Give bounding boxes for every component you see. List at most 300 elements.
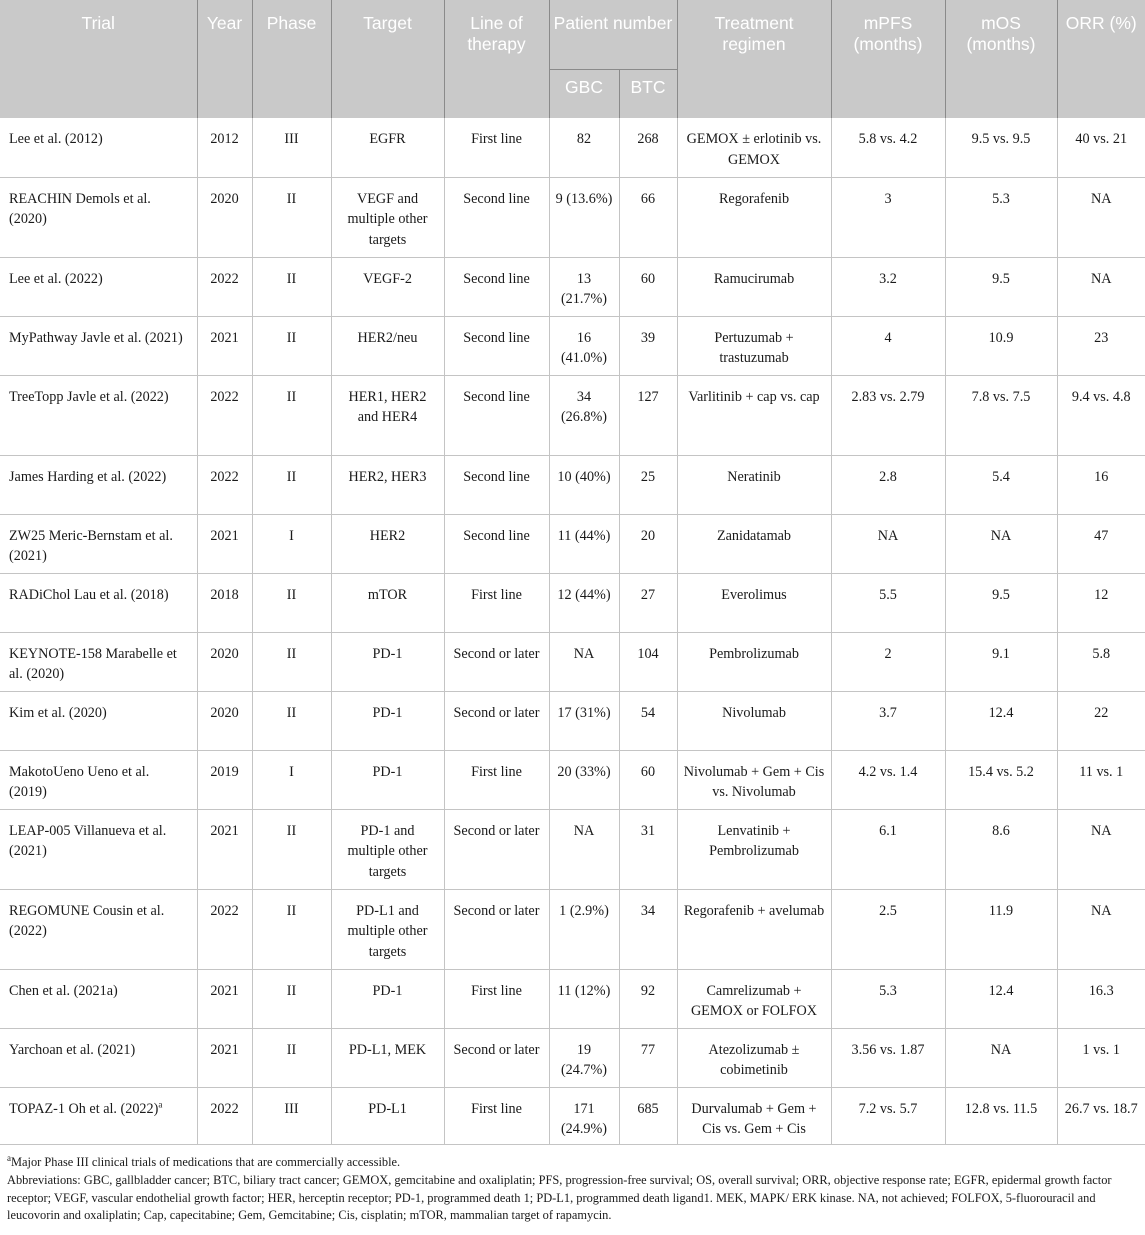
cell-mpfs-text: 7.2 vs. 5.7 <box>858 1100 918 1117</box>
cell-regimen-text: Atezolizumab ± cobimetinib <box>708 1041 800 1078</box>
cell-year-text: 2021 <box>210 822 239 839</box>
cell-regimen <box>677 969 831 1028</box>
cell-mpfs <box>831 632 945 691</box>
cell-mos-text: 9.5 <box>992 270 1010 287</box>
cell-gbc-text: 19 (24.7%) <box>560 1041 608 1078</box>
cell-phase-text: III <box>284 1100 299 1117</box>
cell-regimen <box>677 632 831 691</box>
cell-regimen-text: Nivolumab + Gem + Cis vs. Nivolumab <box>683 763 825 800</box>
cell-mos <box>945 375 1057 455</box>
cell-orr <box>1057 316 1145 375</box>
cell-trial <box>0 455 197 514</box>
cell-mos <box>945 257 1057 316</box>
cell-regimen-text: Varlitinib + cap vs. cap <box>688 388 820 405</box>
cell-gbc-text: 16 (41.0%) <box>560 329 608 366</box>
cell-btc-text: 127 <box>637 388 659 405</box>
abbreviations: Abbreviations: GBC, gallbladder cancer; BTC, biliary tract cancer; GEMOX, gemcitabine and oxaliplatin; PFS, progression-free survival; OS, overall survival; ORR, objective response rate; EGFR, epidermal growth factor receptor; VEGF, vascular endothelial growth factor; HER, herceptin receptor; PD-1, programmed death 1; PD-L1, programmed death ligand1. MEK, MAPK/ ERK kinase. NA, not achieved; FOLFOX, 5-fluorouracil and leucovorin and oxaliplatin; Cap, capecitabine; Gem, Gemcitabine; Cis, cisplatin; mTOR, mammalian target of rapamycin. <box>7 1173 1112 1222</box>
cell-mpfs-text: 4.2 vs. 1.4 <box>858 763 918 780</box>
cell-phase <box>252 177 331 257</box>
cell-regimen-text: Pembrolizumab <box>709 645 799 662</box>
cell-mpfs-text: NA <box>877 527 899 544</box>
cell-regimen-text: Everolimus <box>721 586 787 603</box>
cell-orr-text: 5.8 <box>1092 645 1111 662</box>
cell-mpfs-text: 2 <box>884 645 892 662</box>
cell-line-text: Second line <box>463 190 530 207</box>
cell-mos-text: 9.5 vs. 9.5 <box>971 131 1031 147</box>
cell-mos <box>945 316 1057 375</box>
cell-btc <box>619 1028 677 1087</box>
cell-gbc <box>549 257 619 316</box>
cell-trial <box>0 1028 197 1087</box>
cell-phase-text: II <box>286 645 297 662</box>
cell-mpfs-text: 2.5 <box>879 902 897 919</box>
cell-btc-text: 685 <box>637 1100 659 1117</box>
cell-trial-text: Kim et al. (2020) <box>9 704 107 721</box>
cell-trial-text: MyPathway Javle et al. (2021) <box>9 329 183 346</box>
cell-trial <box>0 632 197 691</box>
cell-orr <box>1057 1028 1145 1087</box>
cell-btc-text: 34 <box>640 902 656 919</box>
footnote-ref: a <box>158 1098 163 1109</box>
cell-phase-text: I <box>289 763 294 780</box>
cell-orr-text: 40 vs. 21 <box>1075 131 1128 147</box>
cell-year <box>197 573 252 632</box>
cell-regimen-text: Lenvatinib + Pembrolizumab <box>709 822 799 859</box>
cell-phase <box>252 691 331 750</box>
cell-gbc-text: 17 (31%) <box>557 704 611 721</box>
cell-target <box>331 750 444 809</box>
cell-mpfs <box>831 257 945 316</box>
cell-phase <box>252 573 331 632</box>
cell-year <box>197 1028 252 1087</box>
cell-line-text: Second or later <box>453 645 540 662</box>
cell-gbc <box>549 573 619 632</box>
cell-gbc-text: 11 (44%) <box>557 527 611 544</box>
cell-line-text: Second line <box>463 388 530 405</box>
cell-line-text: Second line <box>463 329 530 346</box>
cell-trial-text: KEYNOTE-158 Marabelle et al. (2020) <box>9 645 177 682</box>
cell-target-text: PD-L1, MEK <box>348 1041 427 1058</box>
table-row <box>0 573 1145 632</box>
cell-mos-text: 11.9 <box>988 902 1014 919</box>
cell-gbc-text: 11 (12%) <box>557 982 611 999</box>
cell-gbc <box>549 889 619 969</box>
cell-btc <box>619 969 677 1028</box>
cell-year <box>197 969 252 1028</box>
cell-trial <box>0 1087 197 1144</box>
cell-mpfs <box>831 118 945 177</box>
cell-gbc <box>549 375 619 455</box>
cell-year-text: 2021 <box>210 329 239 346</box>
cell-target-text: VEGF-2 <box>363 270 412 287</box>
cell-mos-text: 12.4 <box>988 982 1014 999</box>
cell-phase <box>252 1087 331 1144</box>
cell-gbc-text: 12 (44%) <box>557 586 611 603</box>
cell-target-text: PD-L1 and multiple other targets <box>347 902 428 960</box>
cell-btc-text: 54 <box>640 704 656 721</box>
cell-trial-text: Yarchoan et al. (2021) <box>9 1041 136 1058</box>
cell-regimen <box>677 177 831 257</box>
cell-btc <box>619 1087 677 1144</box>
cell-orr-text: 16.3 <box>1088 982 1114 999</box>
cell-phase-text: I <box>289 527 294 544</box>
cell-mos-text: 5.4 <box>992 468 1010 485</box>
cell-mos <box>945 632 1057 691</box>
cell-btc-text: 92 <box>640 982 656 999</box>
cell-orr-text: NA <box>1091 822 1112 839</box>
cell-target-text: PD-1 <box>372 763 403 780</box>
cell-mos <box>945 809 1057 889</box>
cell-regimen-text: Durvalumab + Gem + Cis vs. Gem + Cis <box>691 1100 817 1137</box>
cell-mpfs <box>831 514 945 573</box>
cell-trial-text: MakotoUeno Ueno et al. (2019) <box>9 763 150 800</box>
cell-mpfs <box>831 969 945 1028</box>
table-row <box>0 1028 1145 1087</box>
cell-orr-text: 22 <box>1094 704 1109 721</box>
cell-trial <box>0 750 197 809</box>
cell-year <box>197 177 252 257</box>
cell-year-text: 2021 <box>210 1041 239 1058</box>
cell-phase <box>252 1028 331 1087</box>
cell-btc <box>619 177 677 257</box>
cell-btc <box>619 257 677 316</box>
cell-trial <box>0 809 197 889</box>
table-row <box>0 632 1145 691</box>
cell-trial-text: REACHIN Demols et al. (2020) <box>9 190 151 227</box>
cell-line <box>444 969 549 1028</box>
cell-btc-text: 77 <box>640 1041 656 1058</box>
cell-regimen <box>677 573 831 632</box>
cell-year-text: 2022 <box>210 388 239 405</box>
cell-phase <box>252 889 331 969</box>
cell-mos-text: NA <box>990 527 1012 544</box>
cell-mos-text: 12.8 vs. 11.5 <box>964 1100 1038 1117</box>
cell-regimen-text: Regorafenib + avelumab <box>683 902 825 919</box>
cell-year-text: 2019 <box>210 763 239 780</box>
cell-phase <box>252 514 331 573</box>
cell-phase-text: II <box>286 902 297 919</box>
cell-year-text: 2020 <box>210 190 239 207</box>
cell-year <box>197 889 252 969</box>
cell-mos <box>945 1028 1057 1087</box>
cell-regimen <box>677 750 831 809</box>
cell-line <box>444 257 549 316</box>
cell-phase <box>252 316 331 375</box>
cell-phase-text: II <box>286 982 297 999</box>
col-orr: ORR (%) <box>1057 0 1145 118</box>
cell-year-text: 2012 <box>210 131 239 147</box>
table-body <box>0 118 1145 1144</box>
cell-line-text: First line <box>471 131 522 147</box>
table-row <box>0 1087 1145 1144</box>
cell-target-text: PD-1 <box>372 704 403 721</box>
cell-trial <box>0 257 197 316</box>
cell-orr-text: 1 vs. 1 <box>1082 1041 1120 1058</box>
table-row <box>0 375 1145 455</box>
cell-trial <box>0 573 197 632</box>
cell-line-text: First line <box>471 982 522 999</box>
cell-phase <box>252 455 331 514</box>
cell-phase-text: II <box>286 586 297 603</box>
cell-mos-text: 8.6 <box>992 822 1010 839</box>
cell-orr <box>1057 750 1145 809</box>
cell-target <box>331 969 444 1028</box>
cell-mos <box>945 455 1057 514</box>
cell-mos <box>945 118 1057 177</box>
cell-mos-text: NA <box>990 1041 1012 1058</box>
cell-mpfs-text: 4 <box>884 329 892 346</box>
table-row <box>0 809 1145 889</box>
cell-mos-text: 10.9 <box>988 329 1014 346</box>
cell-mpfs <box>831 691 945 750</box>
cell-btc-text: 60 <box>640 763 656 780</box>
cell-mpfs <box>831 750 945 809</box>
cell-line <box>444 750 549 809</box>
cell-orr <box>1057 691 1145 750</box>
cell-gbc-text: 82 <box>576 131 592 147</box>
cell-btc <box>619 632 677 691</box>
cell-target <box>331 375 444 455</box>
cell-line-text: Second or later <box>453 822 540 839</box>
cell-gbc <box>549 177 619 257</box>
cell-regimen <box>677 889 831 969</box>
cell-target <box>331 177 444 257</box>
cell-phase <box>252 750 331 809</box>
col-trial: Trial <box>0 0 197 118</box>
cell-target-text: HER2 <box>369 527 406 544</box>
cell-orr-text: 26.7 vs. 18.7 <box>1064 1100 1138 1117</box>
cell-year-text: 2018 <box>210 586 239 603</box>
cell-trial-text: Lee et al. (2012) <box>9 131 103 147</box>
cell-phase <box>252 375 331 455</box>
cell-btc <box>619 889 677 969</box>
cell-trial-text: REGOMUNE Cousin et al. (2022) <box>9 902 165 939</box>
cell-line-text: Second line <box>463 468 530 485</box>
cell-mpfs <box>831 809 945 889</box>
cell-target-text: PD-L1 <box>368 1100 407 1117</box>
cell-gbc-text: 34 (26.8%) <box>560 388 608 425</box>
cell-target <box>331 118 444 177</box>
cell-regimen <box>677 316 831 375</box>
table-row <box>0 969 1145 1028</box>
table-row <box>0 118 1145 177</box>
cell-trial-text: Lee et al. (2022) <box>9 270 103 287</box>
cell-gbc-text: 1 (2.9%) <box>559 902 609 919</box>
cell-mos <box>945 573 1057 632</box>
col-phase: Phase <box>252 0 331 118</box>
cell-year-text: 2020 <box>210 704 239 721</box>
cell-target <box>331 316 444 375</box>
cell-gbc <box>549 632 619 691</box>
cell-mpfs <box>831 375 945 455</box>
cell-orr <box>1057 118 1145 177</box>
cell-gbc-text: NA <box>573 645 595 662</box>
cell-trial <box>0 514 197 573</box>
cell-mpfs-text: 6.1 <box>879 822 897 839</box>
cell-orr <box>1057 257 1145 316</box>
table-row <box>0 177 1145 257</box>
footnote-marker: a <box>7 1152 11 1163</box>
cell-target <box>331 257 444 316</box>
cell-orr-text: NA <box>1091 270 1112 287</box>
cell-trial <box>0 118 197 177</box>
cell-regimen-text: GEMOX ± erlotinib vs. GEMOX <box>686 131 822 168</box>
cell-regimen-text: Nivolumab <box>722 704 786 721</box>
cell-orr <box>1057 809 1145 889</box>
cell-target <box>331 514 444 573</box>
cell-year <box>197 257 252 316</box>
cell-gbc <box>549 809 619 889</box>
cell-year-text: 2022 <box>210 468 239 485</box>
cell-regimen-text: Pertuzumab + trastuzumab <box>714 329 794 366</box>
table-row <box>0 514 1145 573</box>
cell-orr-text: NA <box>1091 902 1112 919</box>
cell-phase-text: II <box>286 1041 297 1058</box>
cell-mpfs <box>831 889 945 969</box>
col-line: Line of therapy <box>444 0 549 118</box>
cell-gbc <box>549 691 619 750</box>
cell-mos <box>945 691 1057 750</box>
cell-mpfs <box>831 455 945 514</box>
cell-regimen-text: Camrelizumab + GEMOX or FOLFOX <box>690 982 818 1019</box>
cell-trial-text: TreeTopp Javle et al. (2022) <box>9 388 169 405</box>
cell-line <box>444 889 549 969</box>
cell-target-text: PD-1 and multiple other targets <box>347 822 428 880</box>
cell-line <box>444 375 549 455</box>
footnote <box>7 1154 400 1172</box>
cell-orr <box>1057 177 1145 257</box>
cell-mos-text: 7.8 vs. 7.5 <box>971 388 1031 405</box>
cell-year-text: 2022 <box>210 1100 239 1117</box>
cell-line-text: Second or later <box>453 1041 540 1058</box>
col-mpfs: mPFS (months) <box>831 0 945 118</box>
cell-target-text: HER1, HER2 and HER4 <box>348 388 427 425</box>
cell-regimen-text: Zanidatamab <box>716 527 792 544</box>
cell-mpfs <box>831 1028 945 1087</box>
cell-year-text: 2021 <box>210 527 239 544</box>
cell-regimen <box>677 455 831 514</box>
cell-phase-text: II <box>286 388 297 405</box>
cell-orr <box>1057 1087 1145 1144</box>
cell-line <box>444 177 549 257</box>
cell-mpfs-text: 5.3 <box>879 982 897 999</box>
cell-btc-text: 25 <box>640 468 656 485</box>
cell-mpfs-text: 3.56 vs. 1.87 <box>851 1041 925 1058</box>
cell-target-text: HER2, HER3 <box>348 468 427 485</box>
cell-orr-text: NA <box>1091 190 1112 207</box>
cell-line-text: First line <box>471 763 522 780</box>
cell-btc-text: 27 <box>640 586 656 603</box>
cell-btc-text: 31 <box>640 822 656 839</box>
cell-line <box>444 455 549 514</box>
cell-orr-text: 11 vs. 1 <box>1079 763 1124 780</box>
cell-regimen <box>677 514 831 573</box>
cell-phase-text: III <box>284 131 299 147</box>
cell-btc <box>619 750 677 809</box>
col-regimen: Treatment regimen <box>677 0 831 118</box>
cell-btc-text: 268 <box>637 131 659 147</box>
col-target: Target <box>331 0 444 118</box>
cell-year <box>197 809 252 889</box>
cell-mos <box>945 1087 1057 1144</box>
cell-phase <box>252 809 331 889</box>
cell-mos-text: 15.4 vs. 5.2 <box>968 763 1034 780</box>
cell-trial <box>0 691 197 750</box>
cell-btc <box>619 809 677 889</box>
cell-regimen <box>677 257 831 316</box>
cell-orr <box>1057 632 1145 691</box>
cell-target <box>331 455 444 514</box>
cell-phase <box>252 257 331 316</box>
cell-mos <box>945 177 1057 257</box>
cell-regimen <box>677 1087 831 1144</box>
col-patient-number: Patient number <box>549 0 677 69</box>
cell-orr <box>1057 969 1145 1028</box>
cell-mos <box>945 750 1057 809</box>
cell-year <box>197 375 252 455</box>
table-row <box>0 889 1145 969</box>
cell-line <box>444 316 549 375</box>
cell-gbc-text: 171 (24.9%) <box>560 1100 608 1137</box>
cell-mpfs <box>831 1087 945 1144</box>
cell-mpfs-text: 3.2 <box>879 270 897 287</box>
cell-year <box>197 750 252 809</box>
cell-year <box>197 1087 252 1144</box>
cell-regimen <box>677 691 831 750</box>
cell-year-text: 2022 <box>210 902 239 919</box>
col-mos: mOS (months) <box>945 0 1057 118</box>
cell-phase <box>252 118 331 177</box>
cell-orr-text: 16 <box>1094 468 1109 485</box>
cell-line <box>444 1087 549 1144</box>
cell-phase-text: II <box>286 270 297 287</box>
cell-regimen <box>677 1028 831 1087</box>
cell-regimen <box>677 118 831 177</box>
cell-btc <box>619 573 677 632</box>
cell-line-text: Second or later <box>453 704 540 721</box>
table-row <box>0 257 1145 316</box>
cell-target-text: mTOR <box>367 586 408 603</box>
cell-gbc <box>549 118 619 177</box>
cell-btc-text: 104 <box>637 645 659 662</box>
cell-phase-text: II <box>286 468 297 485</box>
cell-line-text: Second line <box>463 270 530 287</box>
cell-trial-text: James Harding et al. (2022) <box>9 468 167 485</box>
cell-year-text: 2022 <box>210 270 239 287</box>
cell-target-text: VEGF and multiple other targets <box>347 190 428 248</box>
cell-orr <box>1057 573 1145 632</box>
cell-line-text: Second line <box>463 527 530 544</box>
cell-target <box>331 632 444 691</box>
cell-regimen <box>677 809 831 889</box>
cell-orr-text: 47 <box>1094 527 1109 544</box>
cell-btc <box>619 691 677 750</box>
cell-line-text: Second or later <box>453 902 540 919</box>
cell-trial <box>0 177 197 257</box>
cell-btc <box>619 455 677 514</box>
col-gbc: GBC <box>549 69 619 118</box>
cell-line-text: First line <box>471 586 522 603</box>
footnote-text: Major Phase III clinical trials of medications that are commercially accessible. <box>11 1155 401 1169</box>
cell-gbc <box>549 1028 619 1087</box>
cell-phase <box>252 632 331 691</box>
cell-mos-text: 9.1 <box>992 645 1010 662</box>
cell-trial-text: TOPAZ-1 Oh et al. (2022) <box>9 1100 159 1117</box>
cell-target-text: EGFR <box>369 131 406 147</box>
cell-mos <box>945 889 1057 969</box>
cell-phase-text: II <box>286 822 297 839</box>
cell-gbc-text: 9 (13.6%) <box>555 190 613 207</box>
